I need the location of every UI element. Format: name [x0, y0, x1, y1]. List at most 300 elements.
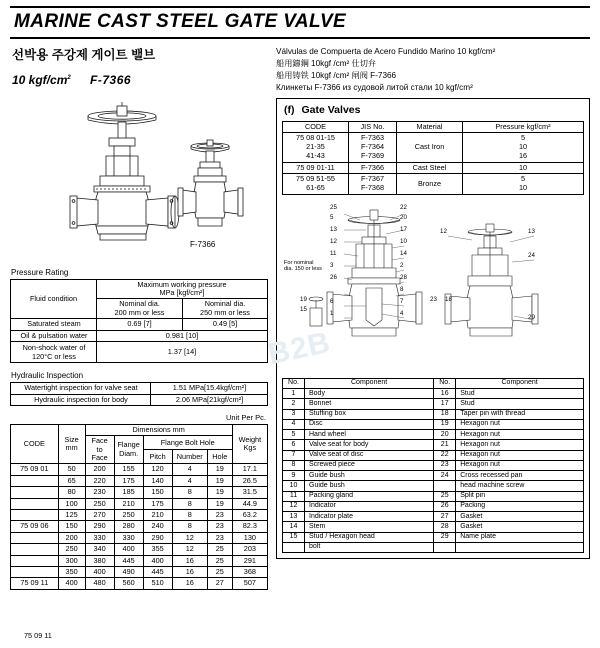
- row-number: 4: [172, 475, 207, 486]
- parts-diagram: [282, 200, 584, 378]
- hydraulic-heading: Hydraulic Inspection: [11, 371, 84, 381]
- part-component: Stuffing box: [305, 409, 434, 419]
- callout-17: 17: [400, 225, 407, 233]
- table-row: [283, 501, 584, 511]
- table-row: [11, 475, 268, 486]
- row-size: 400: [58, 578, 85, 589]
- part-component2: Hexagon nut: [456, 440, 584, 450]
- row-pitch: 445: [143, 566, 172, 577]
- hydraulic-value: 2.06 MPa[21kgf/cm²]: [151, 394, 268, 405]
- hydraulic-table: [10, 382, 268, 406]
- weight-label: Weight: [238, 434, 262, 444]
- row-hole: 19: [207, 475, 232, 486]
- row-pitch: 510: [143, 578, 172, 589]
- part-component: Guide bush: [305, 471, 434, 481]
- nominal-200-b: 200 mm or less: [114, 307, 165, 317]
- part-component: Hand wheel: [305, 430, 434, 440]
- part-no2: 24: [434, 471, 456, 481]
- dim-size-unit: mm: [65, 443, 78, 453]
- callout-29: 29: [528, 313, 535, 321]
- hydraulic-label: Watertight inspection for valve seat: [11, 383, 151, 394]
- part-no2: 28: [434, 522, 456, 532]
- table-row: [283, 389, 584, 399]
- row-pitch: 210: [143, 510, 172, 521]
- table-row: [11, 464, 268, 475]
- nominal-250-b: 250 mm or less: [200, 307, 250, 317]
- material-cell: Cast Iron: [397, 133, 463, 162]
- callout-11: 11: [330, 249, 337, 257]
- row-hole: 25: [207, 544, 232, 555]
- table-row: [283, 512, 584, 522]
- nominal-200-a: Nominal dia.: [119, 299, 160, 309]
- value-250: 0.49 [5]: [183, 319, 268, 330]
- row-flange: 560: [114, 578, 143, 589]
- part-component: Indicator plate: [305, 512, 434, 522]
- max-pressure-header: [97, 279, 268, 299]
- part-component2: head machine screw: [456, 481, 584, 491]
- part-no2: 17: [434, 399, 456, 409]
- part-component2: [456, 542, 584, 552]
- part-component2: Split pin: [456, 491, 584, 501]
- row-number: 8: [172, 487, 207, 498]
- callout-2: 2: [400, 261, 404, 269]
- part-no2: [434, 542, 456, 552]
- row-number: 16: [172, 578, 207, 589]
- row-weight: 31.5: [232, 487, 267, 498]
- language-list: [276, 46, 590, 94]
- callout-12b: 12: [440, 227, 447, 235]
- part-component2: Packing: [456, 501, 584, 511]
- part-component: Packing gland: [305, 491, 434, 501]
- part-component2: Hexagon nut: [456, 419, 584, 429]
- part-component: Body: [305, 389, 434, 399]
- row-weight: 507: [232, 578, 267, 589]
- table-row: [283, 450, 584, 460]
- callout-3: 3: [330, 261, 334, 269]
- row-face: 200: [85, 464, 114, 475]
- callout-10: 10: [400, 237, 407, 245]
- row-code: [11, 510, 59, 521]
- pressure-col-header: Pressure kgf/cm²: [463, 121, 584, 133]
- row-pitch: 120: [143, 464, 172, 475]
- part-no2: 16: [434, 389, 456, 399]
- row-hole: 19: [207, 464, 232, 475]
- table-row: [11, 521, 268, 532]
- product-code: F-7366: [90, 73, 132, 87]
- code-line: 75 09 51-55: [296, 174, 335, 184]
- row-size: 200: [58, 532, 85, 543]
- row-size: 100: [58, 498, 85, 509]
- part-no: [283, 542, 305, 552]
- callout-25: 25: [330, 203, 337, 211]
- code-cell: [283, 174, 349, 195]
- row-face: 230: [85, 487, 114, 498]
- row-hole: 19: [207, 487, 232, 498]
- fluid-name: Saturated steam: [11, 319, 97, 330]
- row-face: 220: [85, 475, 114, 486]
- value-span: 1.37 [14]: [97, 341, 268, 362]
- row-number: 12: [172, 544, 207, 555]
- row-number: 12: [172, 532, 207, 543]
- row-flange: 250: [114, 510, 143, 521]
- parts-diagram-svg: [282, 200, 552, 378]
- face-a: Face: [91, 436, 108, 446]
- part-component: Screwed piece: [305, 460, 434, 470]
- part-no2: 25: [434, 491, 456, 501]
- part-no2: 19: [434, 419, 456, 429]
- row-size: 80: [58, 487, 85, 498]
- part-no: 5: [283, 430, 305, 440]
- table-row: [283, 481, 584, 491]
- part-no: 8: [283, 460, 305, 470]
- part-no: 1: [283, 389, 305, 399]
- callout-8: 8: [400, 285, 404, 293]
- callout-23: 23: [430, 295, 437, 303]
- callout-14: 14: [400, 249, 407, 257]
- part-no2: 22: [434, 450, 456, 460]
- part-no: 3: [283, 409, 305, 419]
- parts-list-table: [282, 378, 584, 553]
- row-hole: 25: [207, 555, 232, 566]
- row-weight: 368: [232, 566, 267, 577]
- code-cell: 75 09 01-11: [283, 162, 349, 174]
- row-number: 16: [172, 566, 207, 577]
- part-component2: Taper pin with thread: [456, 409, 584, 419]
- dimensions-table: [10, 424, 268, 590]
- table-row: [11, 498, 268, 509]
- code-line: 41-43: [306, 150, 325, 160]
- dim-face-header: [85, 436, 114, 464]
- table-row: [283, 471, 584, 481]
- part-no: 7: [283, 450, 305, 460]
- nominal-200-header: [97, 299, 183, 319]
- part-component2: Gasket: [456, 522, 584, 532]
- jis-cell: [349, 133, 397, 162]
- part-no: 10: [283, 481, 305, 491]
- lang-zh: 船用铸铁 10kgf /cm² 闸阀 F-7366: [276, 70, 397, 80]
- row-weight: 44.9: [232, 498, 267, 509]
- callout-7: 7: [400, 297, 404, 305]
- figure-caption: F-7366: [190, 239, 216, 249]
- row-face: 250: [85, 498, 114, 509]
- valve-illustration: [10, 100, 268, 260]
- part-no2: 18: [434, 409, 456, 419]
- page-title-bar: [10, 6, 590, 39]
- part-no: 2: [283, 399, 305, 409]
- unit-note: Unit Per Pc.: [225, 412, 266, 422]
- row-hole: 25: [207, 566, 232, 577]
- nominal-250-header: [183, 299, 268, 319]
- dim-hole-header: Hole: [207, 450, 232, 464]
- max-pressure-label: Maximum working pressure: [137, 279, 227, 289]
- part-no: 14: [283, 522, 305, 532]
- callout-19: 19: [300, 295, 307, 303]
- part-component2: Hexagon nut: [456, 460, 584, 470]
- jis-col-header: JIS No.: [349, 121, 397, 133]
- header-columns: [10, 45, 590, 94]
- code-line: 21-35: [306, 142, 325, 152]
- row-pitch: 400: [143, 555, 172, 566]
- callout-1: 1: [330, 309, 334, 317]
- row-flange: 175: [114, 475, 143, 486]
- table-row: [11, 394, 268, 405]
- code-cell: [283, 133, 349, 162]
- row-code: [11, 544, 59, 555]
- table-row: [11, 532, 268, 543]
- nominal-250-a: Nominal dia.: [204, 299, 246, 309]
- row-flange: 210: [114, 498, 143, 509]
- dim-code-header: CODE: [11, 424, 59, 464]
- bottom-code: 75 09 11: [24, 631, 52, 640]
- table-row: [283, 409, 584, 419]
- row-code: [11, 498, 59, 509]
- pressure-rating-heading: Pressure Rating: [11, 267, 69, 277]
- table-row: [11, 544, 268, 555]
- value-200: 0.69 [7]: [97, 319, 183, 330]
- part-no: 4: [283, 419, 305, 429]
- code-line: 61-65: [306, 183, 325, 193]
- part-no2: 20: [434, 430, 456, 440]
- fluid-name: Non-shock water of 120°C or less: [11, 341, 97, 362]
- row-size: 65: [58, 475, 85, 486]
- table-row: [283, 440, 584, 450]
- diagram-note: For nominal dia. 150 or less: [284, 259, 322, 273]
- row-face: 340: [85, 544, 114, 555]
- jis-line: F-7369: [360, 150, 385, 160]
- value-span: 0.981 [10]: [97, 330, 268, 341]
- table-row: [11, 319, 268, 330]
- row-flange: 400: [114, 544, 143, 555]
- header-right: [276, 45, 590, 94]
- code-col-header: CODE: [283, 121, 349, 133]
- row-weight: 17.1: [232, 464, 267, 475]
- row-face: 270: [85, 510, 114, 521]
- part-no: 12: [283, 501, 305, 511]
- table-row: [283, 174, 584, 195]
- valve-drawing-svg: [10, 100, 268, 260]
- row-number: 8: [172, 510, 207, 521]
- material-col-header: Material: [397, 121, 463, 133]
- korean-title: 선박용 주강제 게이트 밸브: [12, 48, 156, 62]
- part-component2: Hexagon nut: [456, 450, 584, 460]
- callout-12: 12: [330, 237, 337, 245]
- panel-section-mark: (f): [284, 103, 295, 116]
- table-row: [283, 542, 584, 552]
- pressure-cell: 10: [463, 162, 584, 174]
- part-no: 11: [283, 491, 305, 501]
- hydraulic-value: 1.51 MPa[15.4kgf/cm²]: [151, 383, 268, 394]
- table-row: [283, 522, 584, 532]
- part-component: Stud / Hexagon head: [305, 532, 434, 542]
- row-size: 150: [58, 521, 85, 532]
- watermark: B2B: [265, 325, 334, 372]
- row-face: 380: [85, 555, 114, 566]
- dim-number-header: Number: [172, 450, 207, 464]
- row-size: 125: [58, 510, 85, 521]
- table-row: [283, 430, 584, 440]
- pressure-line: 16: [518, 150, 528, 160]
- part-component: Valve seat of disc: [305, 450, 434, 460]
- face-b: to: [96, 444, 103, 454]
- jis-cell: F-7366: [349, 162, 397, 174]
- table-row: [11, 510, 268, 521]
- row-pitch: 240: [143, 521, 172, 532]
- table-row: [11, 578, 268, 589]
- table-row: [11, 330, 268, 341]
- callout-4: 4: [400, 309, 404, 317]
- row-weight: 63.2: [232, 510, 267, 521]
- dim-size-header: [58, 424, 85, 464]
- row-number: 8: [172, 498, 207, 509]
- row-flange: 445: [114, 555, 143, 566]
- parts-component2-header: Component: [456, 378, 584, 388]
- row-code: 75 09 06: [11, 521, 59, 532]
- jis-line: F-7367: [360, 174, 385, 184]
- part-component: Bonnet: [305, 399, 434, 409]
- part-component: Guide bush: [305, 481, 434, 491]
- pressure-rating-table: [10, 279, 268, 364]
- lang-ru: Клинкеты F-7366 из судовой литой стали 10 kgf/cm²: [276, 82, 473, 92]
- callout-13: 13: [330, 225, 337, 233]
- material-cell: Cast Steel: [397, 162, 463, 174]
- page-title: MARINE CAST STEEL GATE VALVE: [14, 11, 347, 32]
- part-component2: Hexagon nut: [456, 430, 584, 440]
- row-pitch: 175: [143, 498, 172, 509]
- part-component: Indicator: [305, 501, 434, 511]
- row-pitch: 355: [143, 544, 172, 555]
- part-no: 13: [283, 512, 305, 522]
- table-row: [283, 419, 584, 429]
- pressure-line: 10: [518, 142, 528, 152]
- gate-valves-panel: [276, 98, 590, 560]
- hydraulic-label: Hydraulic inspection for body: [11, 394, 151, 405]
- part-no2: 26: [434, 501, 456, 511]
- row-flange: 155: [114, 464, 143, 475]
- row-number: 16: [172, 555, 207, 566]
- row-weight: 203: [232, 544, 267, 555]
- callout-20: 20: [400, 213, 407, 221]
- part-no: 6: [283, 440, 305, 450]
- lang-es: Válvulas de Compuerta de Acero Fundido Marino 10 kgf/cm²: [276, 47, 496, 56]
- row-flange: 280: [114, 521, 143, 532]
- dim-size-label: Size: [64, 434, 79, 444]
- dim-group-header: Dimensions mm: [85, 424, 232, 435]
- pressure-line: 10: [518, 183, 528, 193]
- callout-6: 6: [330, 297, 334, 305]
- row-code: 75 09 01: [11, 464, 59, 475]
- dim-pitch-header: Pitch: [143, 450, 172, 464]
- jis-line: F-7363: [360, 133, 385, 143]
- row-face: 480: [85, 578, 114, 589]
- part-component2: Cross recessed pan: [456, 471, 584, 481]
- part-no2: [434, 481, 456, 491]
- flange-b: Diam.: [119, 448, 139, 458]
- part-component: Disc: [305, 419, 434, 429]
- part-no: 9: [283, 471, 305, 481]
- callout-22: 22: [400, 203, 407, 211]
- rating-line: [12, 73, 268, 87]
- row-weight: 82.3: [232, 521, 267, 532]
- part-component: Valve seat for body: [305, 440, 434, 450]
- row-code: [11, 475, 59, 486]
- callout-5: 5: [330, 213, 334, 221]
- pressure-cell: [463, 133, 584, 162]
- row-hole: 23: [207, 521, 232, 532]
- row-hole: 23: [207, 532, 232, 543]
- row-size: 250: [58, 544, 85, 555]
- table-row: [11, 487, 268, 498]
- dim-weight-header: [232, 424, 267, 464]
- row-size: 50: [58, 464, 85, 475]
- jis-line: F-7364: [360, 142, 385, 152]
- row-face: 400: [85, 566, 114, 577]
- row-size: 300: [58, 555, 85, 566]
- callout-18: 18: [445, 295, 452, 303]
- table-row: [283, 162, 584, 174]
- part-no: 15: [283, 532, 305, 542]
- jis-cell: [349, 174, 397, 195]
- rating-unit-sup: 2: [67, 75, 71, 81]
- pressure-line: 5: [520, 133, 526, 143]
- row-code: [11, 555, 59, 566]
- row-hole: 27: [207, 578, 232, 589]
- flange-a: Flange: [117, 440, 140, 450]
- part-no2: 27: [434, 512, 456, 522]
- callout-28: 28: [400, 273, 407, 281]
- parts-no2-header: No.: [434, 378, 456, 388]
- pressure-line: 5: [520, 174, 526, 184]
- header-left: [10, 45, 268, 94]
- row-code: [11, 566, 59, 577]
- callout-26: 26: [330, 273, 337, 281]
- row-number: 4: [172, 464, 207, 475]
- material-cell: Bronze: [397, 174, 463, 195]
- gate-valve-code-table: [282, 121, 584, 195]
- part-component2: Stud: [456, 399, 584, 409]
- panel-heading: [284, 104, 584, 116]
- part-component2: Name plate: [456, 532, 584, 542]
- parts-component-header: Component: [305, 378, 434, 388]
- fluid-condition-header: Fluid condition: [11, 279, 97, 319]
- row-flange: 490: [114, 566, 143, 577]
- row-hole: 19: [207, 498, 232, 509]
- pressure-cell: [463, 174, 584, 195]
- table-row: [283, 133, 584, 162]
- part-component: bolt: [305, 542, 434, 552]
- row-pitch: 290: [143, 532, 172, 543]
- row-number: 8: [172, 521, 207, 532]
- row-size: 350: [58, 566, 85, 577]
- table-row: [283, 532, 584, 542]
- part-component: Stem: [305, 522, 434, 532]
- weight-unit: Kgs: [243, 443, 257, 453]
- callout-13b: 13: [528, 227, 535, 235]
- panel-title: Gate Valves: [301, 103, 361, 116]
- table-row: [11, 383, 268, 394]
- dim-flange-header: [114, 436, 143, 464]
- part-component2: Gasket: [456, 512, 584, 522]
- face-c: Face: [91, 453, 108, 463]
- row-code: [11, 532, 59, 543]
- row-hole: 23: [207, 510, 232, 521]
- parts-no-header: No.: [283, 378, 305, 388]
- callout-15: 15: [300, 305, 307, 313]
- fluid-name: Oil & pulsation water: [11, 330, 97, 341]
- table-row: [283, 460, 584, 470]
- code-line: 75 08 01-15: [296, 133, 335, 143]
- callout-24: 24: [528, 251, 535, 259]
- row-face: 290: [85, 521, 114, 532]
